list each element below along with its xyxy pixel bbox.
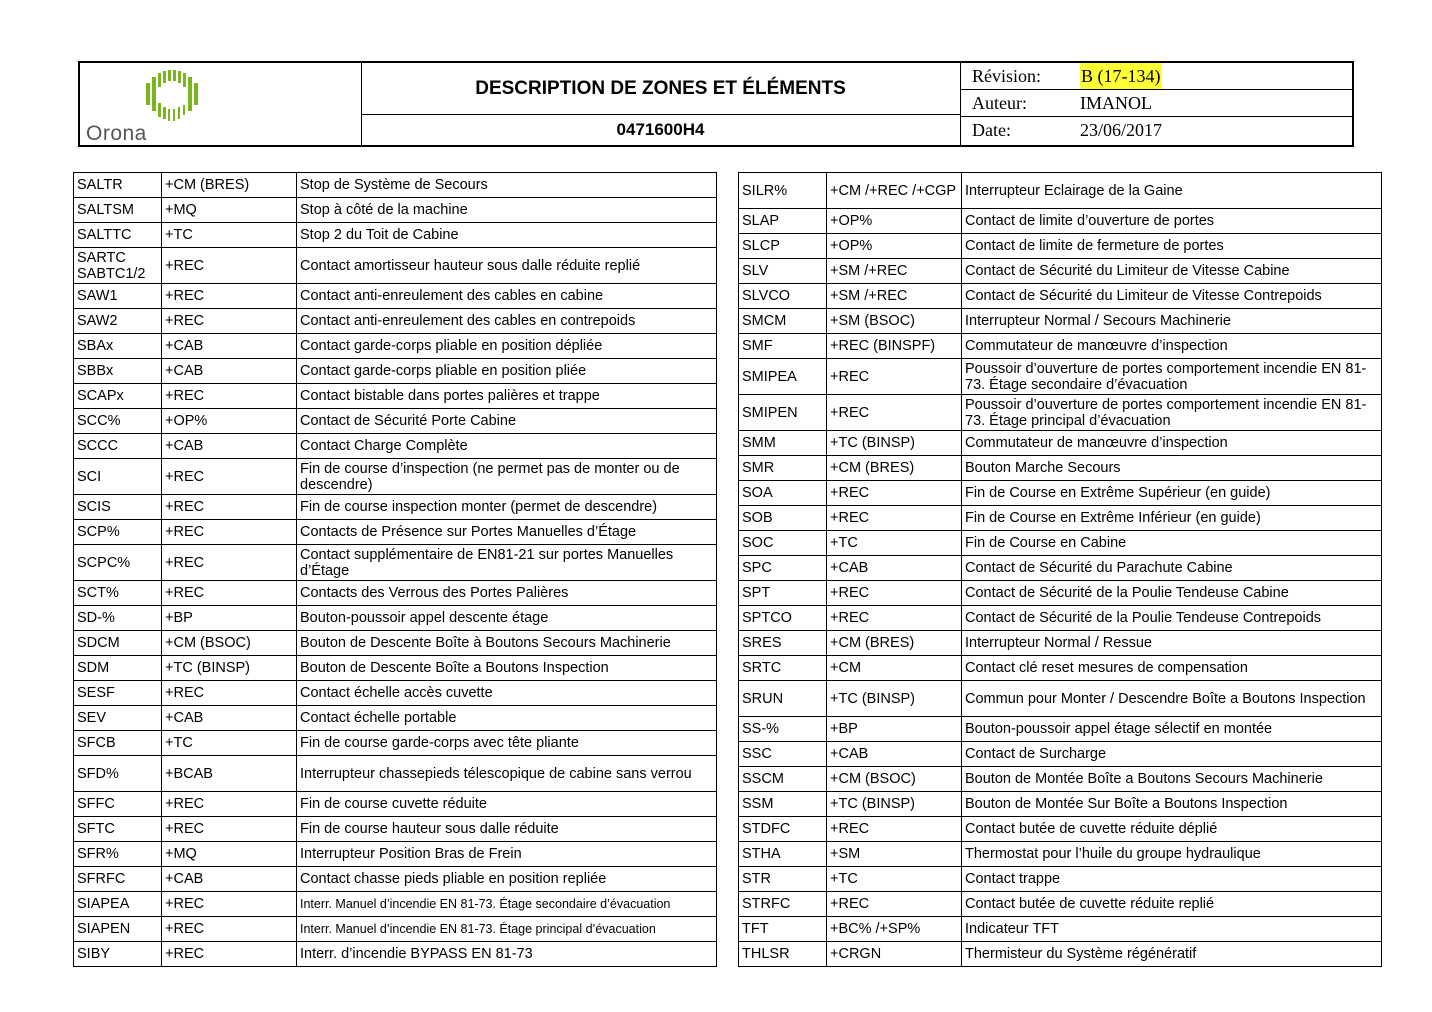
element-code: SFTC bbox=[74, 817, 162, 842]
element-location: +REC bbox=[162, 495, 297, 520]
element-code: SFR% bbox=[74, 842, 162, 867]
table-row bbox=[74, 545, 717, 581]
element-code: SDM bbox=[74, 656, 162, 681]
document-title: DESCRIPTION DE ZONES ET ÉLÉMENTS bbox=[361, 63, 960, 115]
element-code: SRUN bbox=[739, 681, 827, 717]
element-description: Contact échelle portable bbox=[297, 706, 717, 731]
table-row bbox=[739, 742, 1382, 767]
element-location: +SM bbox=[827, 842, 962, 867]
element-code: SFD% bbox=[74, 756, 162, 792]
table-row bbox=[739, 867, 1382, 892]
element-description: Stop à côté de la machine bbox=[297, 198, 717, 223]
element-description: Bouton Marche Secours bbox=[962, 456, 1382, 481]
table-row bbox=[739, 681, 1382, 717]
element-description: Contact de Sécurité du Parachute Cabine bbox=[962, 556, 1382, 581]
element-description: Contact Charge Complète bbox=[297, 434, 717, 459]
element-code: SSCM bbox=[739, 767, 827, 792]
element-location: +TC (BINSP) bbox=[827, 792, 962, 817]
element-location: +CM (BRES) bbox=[827, 456, 962, 481]
element-location: +TC (BINSP) bbox=[162, 656, 297, 681]
element-location: +REC bbox=[162, 792, 297, 817]
element-code: SSM bbox=[739, 792, 827, 817]
element-code: STHA bbox=[739, 842, 827, 867]
element-code: SCT% bbox=[74, 581, 162, 606]
element-code: STR bbox=[739, 867, 827, 892]
element-description: Bouton de Montée Boîte a Boutons Secours Machinerie bbox=[962, 767, 1382, 792]
element-description: Fin de course cuvette réduite bbox=[297, 792, 717, 817]
author-value: IMANOL bbox=[1080, 93, 1152, 113]
element-description: Bouton de Descente Boîte a Boutons Inspection bbox=[297, 656, 717, 681]
element-description: Interrupteur Eclairage de la Gaine bbox=[962, 173, 1382, 209]
element-code: SARTC SABTC1/2 bbox=[74, 248, 162, 284]
element-code: SMR bbox=[739, 456, 827, 481]
table-row bbox=[739, 209, 1382, 234]
element-code: SEV bbox=[74, 706, 162, 731]
element-description: Contact de Sécurité Porte Cabine bbox=[297, 409, 717, 434]
element-code: SALTR bbox=[74, 173, 162, 198]
table-row bbox=[74, 495, 717, 520]
element-location: +TC bbox=[827, 531, 962, 556]
element-code: SAW2 bbox=[74, 309, 162, 334]
table-row bbox=[74, 434, 717, 459]
element-code: SILR% bbox=[739, 173, 827, 209]
element-location: +REC bbox=[827, 581, 962, 606]
table-row bbox=[739, 606, 1382, 631]
element-code: SMF bbox=[739, 334, 827, 359]
element-description: Contact échelle accès cuvette bbox=[297, 681, 717, 706]
table-row bbox=[739, 284, 1382, 309]
element-location: +CAB bbox=[827, 556, 962, 581]
element-location: +REC bbox=[827, 506, 962, 531]
element-description: Interrupteur Normal / Ressue bbox=[962, 631, 1382, 656]
element-code: SPT bbox=[739, 581, 827, 606]
element-description: Interrupteur Normal / Secours Machinerie bbox=[962, 309, 1382, 334]
element-description: Bouton-poussoir appel descente étage bbox=[297, 606, 717, 631]
table-row bbox=[74, 681, 717, 706]
table-row bbox=[739, 767, 1382, 792]
element-location: +REC bbox=[827, 817, 962, 842]
element-location: +CAB bbox=[162, 706, 297, 731]
element-code: SFCB bbox=[74, 731, 162, 756]
table-row bbox=[739, 942, 1382, 967]
element-code: SALTTC bbox=[74, 223, 162, 248]
date-row bbox=[960, 116, 1352, 145]
element-description: Thermisteur du Système régénératif bbox=[962, 942, 1382, 967]
table-row bbox=[74, 656, 717, 681]
element-code: SESF bbox=[74, 681, 162, 706]
table-row bbox=[739, 259, 1382, 284]
table-row bbox=[74, 223, 717, 248]
element-description: Contact butée de cuvette réduite déplié bbox=[962, 817, 1382, 842]
element-description: Contact de Sécurité du Limiteur de Vitesse Cabine bbox=[962, 259, 1382, 284]
table-row bbox=[74, 173, 717, 198]
element-code: SS-% bbox=[739, 717, 827, 742]
element-code: SLVCO bbox=[739, 284, 827, 309]
element-description: Interr. Manuel d’incendie EN 81-73. Étage secondaire d’évacuation bbox=[297, 892, 717, 917]
table-row bbox=[74, 867, 717, 892]
element-description: Bouton-poussoir appel étage sélectif en montée bbox=[962, 717, 1382, 742]
table-row bbox=[74, 198, 717, 223]
element-location: +OP% bbox=[827, 234, 962, 259]
element-code: SIAPEA bbox=[74, 892, 162, 917]
element-location: +REC bbox=[162, 581, 297, 606]
element-code: STDFC bbox=[739, 817, 827, 842]
table-row bbox=[739, 531, 1382, 556]
element-description: Interr. d’incendie BYPASS EN 81-73 bbox=[297, 942, 717, 967]
element-location: +TC bbox=[162, 223, 297, 248]
element-code: SCI bbox=[74, 459, 162, 495]
element-location: +REC bbox=[162, 817, 297, 842]
element-location: +CM (BRES) bbox=[162, 173, 297, 198]
element-description: Contact trappe bbox=[962, 867, 1382, 892]
element-location: +BP bbox=[162, 606, 297, 631]
table-row bbox=[74, 942, 717, 967]
element-location: +TC (BINSP) bbox=[827, 681, 962, 717]
element-code: SSC bbox=[739, 742, 827, 767]
element-code: SBAx bbox=[74, 334, 162, 359]
element-code: SMCM bbox=[739, 309, 827, 334]
table-row bbox=[739, 717, 1382, 742]
element-location: +MQ bbox=[162, 198, 297, 223]
table-row bbox=[739, 431, 1382, 456]
element-location: +REC bbox=[162, 942, 297, 967]
element-location: +REC bbox=[827, 359, 962, 395]
table-row bbox=[74, 842, 717, 867]
table-row bbox=[74, 731, 717, 756]
revision-row bbox=[960, 63, 1352, 90]
revision-label: Révision: bbox=[972, 66, 1042, 86]
element-code: SAW1 bbox=[74, 284, 162, 309]
table-row bbox=[739, 234, 1382, 259]
table-row bbox=[739, 792, 1382, 817]
table-row bbox=[74, 309, 717, 334]
element-description: Contact amortisseur hauteur sous dalle réduite replié bbox=[297, 248, 717, 284]
element-location: +CAB bbox=[827, 742, 962, 767]
element-location: +OP% bbox=[162, 409, 297, 434]
table-row bbox=[739, 506, 1382, 531]
table-row bbox=[739, 917, 1382, 942]
table-row bbox=[74, 248, 717, 284]
element-location: +REC bbox=[162, 892, 297, 917]
element-location: +CAB bbox=[162, 334, 297, 359]
element-description: Contact anti-enreulement des cables en cabine bbox=[297, 284, 717, 309]
element-location: +BP bbox=[827, 717, 962, 742]
element-description: Fin de Course en Extrême Inférieur (en guide) bbox=[962, 506, 1382, 531]
element-description: Commutateur de manœuvre d’inspection bbox=[962, 334, 1382, 359]
element-location: +REC bbox=[827, 892, 962, 917]
element-description: Fin de course inspection monter (permet de descendre) bbox=[297, 495, 717, 520]
element-description: Contacts de Présence sur Portes Manuelles d’Étage bbox=[297, 520, 717, 545]
element-location: +REC bbox=[162, 681, 297, 706]
element-description: Interr. Manuel d’incendie EN 81-73. Étage principal d’évacuation bbox=[297, 917, 717, 942]
element-code: SLAP bbox=[739, 209, 827, 234]
element-code: SRES bbox=[739, 631, 827, 656]
element-code: SIBY bbox=[74, 942, 162, 967]
element-location: +CM /+REC /+CGP bbox=[827, 173, 962, 209]
elements-table-right bbox=[738, 172, 1382, 967]
table-row bbox=[74, 359, 717, 384]
table-row bbox=[739, 334, 1382, 359]
table-row bbox=[74, 284, 717, 309]
document-header bbox=[78, 61, 1354, 147]
table-row bbox=[739, 481, 1382, 506]
element-code: STRFC bbox=[739, 892, 827, 917]
element-description: Interrupteur Position Bras de Frein bbox=[297, 842, 717, 867]
element-location: +CAB bbox=[162, 359, 297, 384]
logo-text: Orona bbox=[86, 122, 147, 145]
element-location: +REC bbox=[162, 384, 297, 409]
element-description: Contact de limite d’ouverture de portes bbox=[962, 209, 1382, 234]
element-description: Fin de Course en Extrême Supérieur (en guide) bbox=[962, 481, 1382, 506]
element-code: SCP% bbox=[74, 520, 162, 545]
element-description: Contact garde-corps pliable en position dépliée bbox=[297, 334, 717, 359]
element-code: SMM bbox=[739, 431, 827, 456]
element-location: +BC% /+SP% bbox=[827, 917, 962, 942]
element-description: Contact bistable dans portes palières et trappe bbox=[297, 384, 717, 409]
table-row bbox=[739, 842, 1382, 867]
author-label: Auteur: bbox=[972, 93, 1027, 113]
element-code: SCIS bbox=[74, 495, 162, 520]
logo-cell bbox=[80, 63, 362, 145]
element-location: +REC bbox=[162, 459, 297, 495]
table-row bbox=[74, 917, 717, 942]
element-code: SALTSM bbox=[74, 198, 162, 223]
table-row bbox=[739, 817, 1382, 842]
element-location: +CM (BRES) bbox=[827, 631, 962, 656]
element-code: SIAPEN bbox=[74, 917, 162, 942]
element-description: Poussoir d’ouverture de portes comportement incendie EN 81-73. Étage secondaire d’évacuation bbox=[962, 359, 1382, 395]
element-location: +REC bbox=[162, 520, 297, 545]
element-location: +REC bbox=[162, 284, 297, 309]
table-row bbox=[739, 395, 1382, 431]
orona-logo-icon bbox=[140, 69, 300, 133]
element-location: +CM (BSOC) bbox=[827, 767, 962, 792]
element-code: SFFC bbox=[74, 792, 162, 817]
table-row bbox=[739, 556, 1382, 581]
element-code: SCCC bbox=[74, 434, 162, 459]
element-code: SCPC% bbox=[74, 545, 162, 581]
element-location: +CAB bbox=[162, 434, 297, 459]
element-description: Commutateur de manœuvre d’inspection bbox=[962, 431, 1382, 456]
table-row bbox=[74, 792, 717, 817]
element-location: +SM (BSOC) bbox=[827, 309, 962, 334]
element-description: Bouton de Descente Boîte à Boutons Secours Machinerie bbox=[297, 631, 717, 656]
table-row bbox=[74, 756, 717, 792]
element-description: Interrupteur chassepieds télescopique de cabine sans verrou bbox=[297, 756, 717, 792]
element-location: +REC bbox=[827, 395, 962, 431]
table-row bbox=[74, 892, 717, 917]
table-row bbox=[739, 581, 1382, 606]
table-row bbox=[74, 581, 717, 606]
document-code: 0471600H4 bbox=[616, 120, 705, 139]
element-description: Contact de Sécurité de la Poulie Tendeuse Contrepoids bbox=[962, 606, 1382, 631]
element-description: Contact de Sécurité du Limiteur de Vitesse Contrepoids bbox=[962, 284, 1382, 309]
element-description: Commun pour Monter / Descendre Boîte a Boutons Inspection bbox=[962, 681, 1382, 717]
element-description: Contact garde-corps pliable en position pliée bbox=[297, 359, 717, 384]
element-location: +REC bbox=[162, 917, 297, 942]
element-location: +REC (BINSPF) bbox=[827, 334, 962, 359]
element-description: Contact de Sécurité de la Poulie Tendeuse Cabine bbox=[962, 581, 1382, 606]
element-location: +TC (BINSP) bbox=[827, 431, 962, 456]
element-description: Poussoir d’ouverture de portes comportement incendie EN 81-73. Étage principal d’évacuation bbox=[962, 395, 1382, 431]
table-row bbox=[74, 706, 717, 731]
table-row bbox=[74, 459, 717, 495]
element-description: Stop 2 du Toit de Cabine bbox=[297, 223, 717, 248]
element-code: SOB bbox=[739, 506, 827, 531]
element-location: +MQ bbox=[162, 842, 297, 867]
element-location: +OP% bbox=[827, 209, 962, 234]
table-row bbox=[74, 817, 717, 842]
element-description: Bouton de Montée Sur Boîte a Boutons Inspection bbox=[962, 792, 1382, 817]
element-code: SMIPEN bbox=[739, 395, 827, 431]
table-row bbox=[74, 606, 717, 631]
element-code: SDCM bbox=[74, 631, 162, 656]
table-row bbox=[74, 520, 717, 545]
element-code: SPC bbox=[739, 556, 827, 581]
date-label: Date: bbox=[972, 120, 1011, 140]
element-location: +CRGN bbox=[827, 942, 962, 967]
element-location: +CM (BSOC) bbox=[162, 631, 297, 656]
table-row bbox=[739, 359, 1382, 395]
table-row bbox=[739, 656, 1382, 681]
element-code: SFRFC bbox=[74, 867, 162, 892]
element-code: SLV bbox=[739, 259, 827, 284]
element-code: SMIPEA bbox=[739, 359, 827, 395]
revision-value: B (17-134) bbox=[1080, 63, 1162, 89]
element-code: SOC bbox=[739, 531, 827, 556]
element-code: THLSR bbox=[739, 942, 827, 967]
element-code: TFT bbox=[739, 917, 827, 942]
element-description: Contact chasse pieds pliable en position repliée bbox=[297, 867, 717, 892]
element-location: +REC bbox=[162, 309, 297, 334]
table-row bbox=[739, 892, 1382, 917]
element-location: +TC bbox=[162, 731, 297, 756]
element-code: SPTCO bbox=[739, 606, 827, 631]
element-code: SOA bbox=[739, 481, 827, 506]
element-description: Fin de course hauteur sous dalle réduite bbox=[297, 817, 717, 842]
author-row bbox=[960, 90, 1352, 116]
table-row bbox=[739, 631, 1382, 656]
element-description: Indicateur TFT bbox=[962, 917, 1382, 942]
element-code: SD-% bbox=[74, 606, 162, 631]
table-row bbox=[74, 334, 717, 359]
element-description: Fin de course d’inspection (ne permet pas de monter ou de descendre) bbox=[297, 459, 717, 495]
element-location: +SM /+REC bbox=[827, 259, 962, 284]
table-row bbox=[739, 173, 1382, 209]
element-location: +REC bbox=[827, 481, 962, 506]
element-location: +CAB bbox=[162, 867, 297, 892]
element-code: SCAPx bbox=[74, 384, 162, 409]
element-description: Contact clé reset mesures de compensation bbox=[962, 656, 1382, 681]
table-row bbox=[74, 631, 717, 656]
element-location: +REC bbox=[162, 545, 297, 581]
element-location: +REC bbox=[162, 248, 297, 284]
element-description: Thermostat pour l’huile du groupe hydraulique bbox=[962, 842, 1382, 867]
element-code: SBBx bbox=[74, 359, 162, 384]
element-description: Contact anti-enreulement des cables en contrepoids bbox=[297, 309, 717, 334]
element-description: Contacts des Verrous des Portes Palières bbox=[297, 581, 717, 606]
element-description: Fin de Course en Cabine bbox=[962, 531, 1382, 556]
element-description: Contact de Surcharge bbox=[962, 742, 1382, 767]
element-description: Fin de course garde-corps avec tête pliante bbox=[297, 731, 717, 756]
element-location: +TC bbox=[827, 867, 962, 892]
table-row bbox=[739, 309, 1382, 334]
element-location: +BCAB bbox=[162, 756, 297, 792]
table-row bbox=[74, 384, 717, 409]
table-row bbox=[74, 409, 717, 434]
element-description: Contact supplémentaire de EN81-21 sur portes Manuelles d’Étage bbox=[297, 545, 717, 581]
element-description: Stop de Système de Secours bbox=[297, 173, 717, 198]
element-location: +CM bbox=[827, 656, 962, 681]
element-location: +SM /+REC bbox=[827, 284, 962, 309]
element-description: Contact de limite de fermeture de portes bbox=[962, 234, 1382, 259]
element-code: SRTC bbox=[739, 656, 827, 681]
element-location: +REC bbox=[827, 606, 962, 631]
title-cell bbox=[361, 63, 961, 145]
table-row bbox=[739, 456, 1382, 481]
date-value: 23/06/2017 bbox=[1080, 120, 1163, 140]
revision-block bbox=[960, 63, 1352, 145]
element-code: SLCP bbox=[739, 234, 827, 259]
element-code: SCC% bbox=[74, 409, 162, 434]
elements-table-left bbox=[73, 172, 717, 967]
element-description: Contact butée de cuvette réduite replié bbox=[962, 892, 1382, 917]
